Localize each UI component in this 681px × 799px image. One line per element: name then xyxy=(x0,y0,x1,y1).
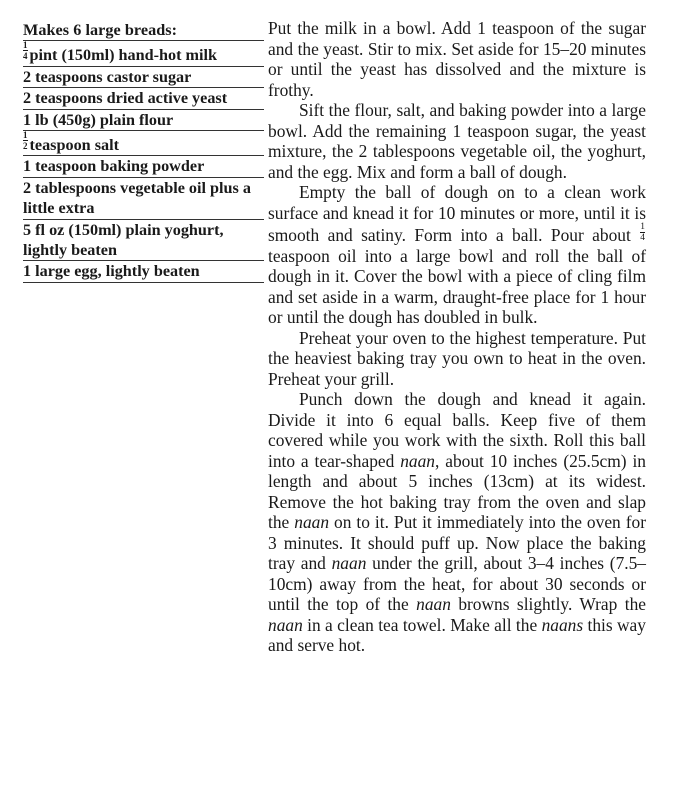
fraction-denominator: 2 xyxy=(23,141,28,152)
ingredient-text: 1 lb (450g) plain flour xyxy=(23,110,174,129)
ingredient-text: 2 teaspoons castor sugar xyxy=(23,67,192,86)
ingredient-text: 2 tablespoons vegetable oil plus a little extra xyxy=(23,178,252,218)
step-text: in a clean tea towel. Make all the xyxy=(307,614,538,635)
step-text: browns slightly. Wrap the xyxy=(458,594,646,614)
step-text: Punch down the dough and knead it again. Divide it into 6 equal balls. Keep five of them covered while you work with the sixth. Roll this ball into a tear-shaped xyxy=(268,389,646,471)
ingredient-item xyxy=(23,110,264,131)
naan-term: naan xyxy=(416,594,451,614)
fraction xyxy=(23,131,28,150)
ingredient-item xyxy=(23,156,264,177)
ingredient-text: teaspoon salt xyxy=(29,136,119,155)
ingredient-item xyxy=(23,88,264,109)
step-text: teaspoon oil into a large bowl and roll the ball of dough in it. Cover the bowl with a piece of cling film and set aside in a warm, draught-free place for 1 hour or until the dough has doubled in bulk. xyxy=(268,245,646,327)
fraction xyxy=(23,41,28,60)
ingredient-text: 1 large egg, lightly beaten xyxy=(23,262,200,281)
step-text: on to it. Put it immediately into the oven for 3 minutes. It should puff up. Now place the baking tray and xyxy=(268,512,647,573)
fraction-denominator: 4 xyxy=(640,233,645,243)
ingredient-text: pint (150ml) hand-hot milk xyxy=(29,46,218,65)
method-step-2: Sift the flour, salt, and baking powder into a large bowl. Add the remaining 1 teaspoon sugar, the yeast mixture, the 2 tablespoons vegetable oil, the yoghurt, and the egg. Mix and form a ball of dough. xyxy=(268,100,646,182)
ingredient-text: 2 teaspoons dried active yeast xyxy=(23,89,228,108)
naan-term: naan xyxy=(331,553,367,573)
method-step-4: Preheat your oven to the highest temperature. Put the heaviest baking tray you own to heat in the oven. Preheat your grill. xyxy=(268,327,646,389)
ingredient-item xyxy=(23,178,264,220)
ingredient-item xyxy=(23,131,264,156)
fraction xyxy=(640,223,645,242)
ingredients-list xyxy=(23,41,264,282)
ingredients-column xyxy=(23,20,264,283)
naan-term: naan xyxy=(294,512,330,532)
method-column xyxy=(268,18,646,656)
naans-term: naans xyxy=(541,614,584,635)
ingredient-text: 5 fl oz (150ml) plain yoghurt, lightly beaten xyxy=(23,220,224,260)
naan-term: naan xyxy=(268,614,303,635)
fraction-numerator: 1 xyxy=(23,130,28,141)
fraction-denominator: 4 xyxy=(23,51,28,62)
ingredient-item xyxy=(23,67,264,88)
yield-heading: Makes 6 large breads: xyxy=(23,20,264,41)
fraction-numerator: 1 xyxy=(23,40,28,51)
ingredient-item xyxy=(23,220,264,262)
step-text: under the grill, about 3–4 inches (7.5–10cm) away from the heat, for about 30 seconds or until the top of the xyxy=(268,553,646,614)
method-step-1: Put the milk in a bowl. Add 1 teaspoon of the sugar and the yeast. Stir to mix. Set aside for 15–20 minutes or until the yeast has dissolved and the mixture is frothy. xyxy=(268,18,646,100)
ingredient-item xyxy=(23,261,264,282)
method-step-5 xyxy=(268,389,646,656)
method-step-3 xyxy=(268,182,646,328)
fraction-numerator: 1 xyxy=(640,222,645,232)
naan-term: naan xyxy=(400,450,435,471)
step-text: Empty the ball of dough on to a clean work surface and knead it for 10 minutes or more, until it is smooth and satiny. Form into a ball. Pour about xyxy=(268,182,646,245)
step-text: , about 10 inches (25.5cm) in length and about 5 inches (13cm) at its widest. Remove the hot baking tray from the oven and slap the xyxy=(268,450,646,532)
step-text: this way and serve hot. xyxy=(268,614,646,655)
ingredient-text: 1 teaspoon baking powder xyxy=(23,157,205,176)
ingredient-item xyxy=(23,41,264,66)
